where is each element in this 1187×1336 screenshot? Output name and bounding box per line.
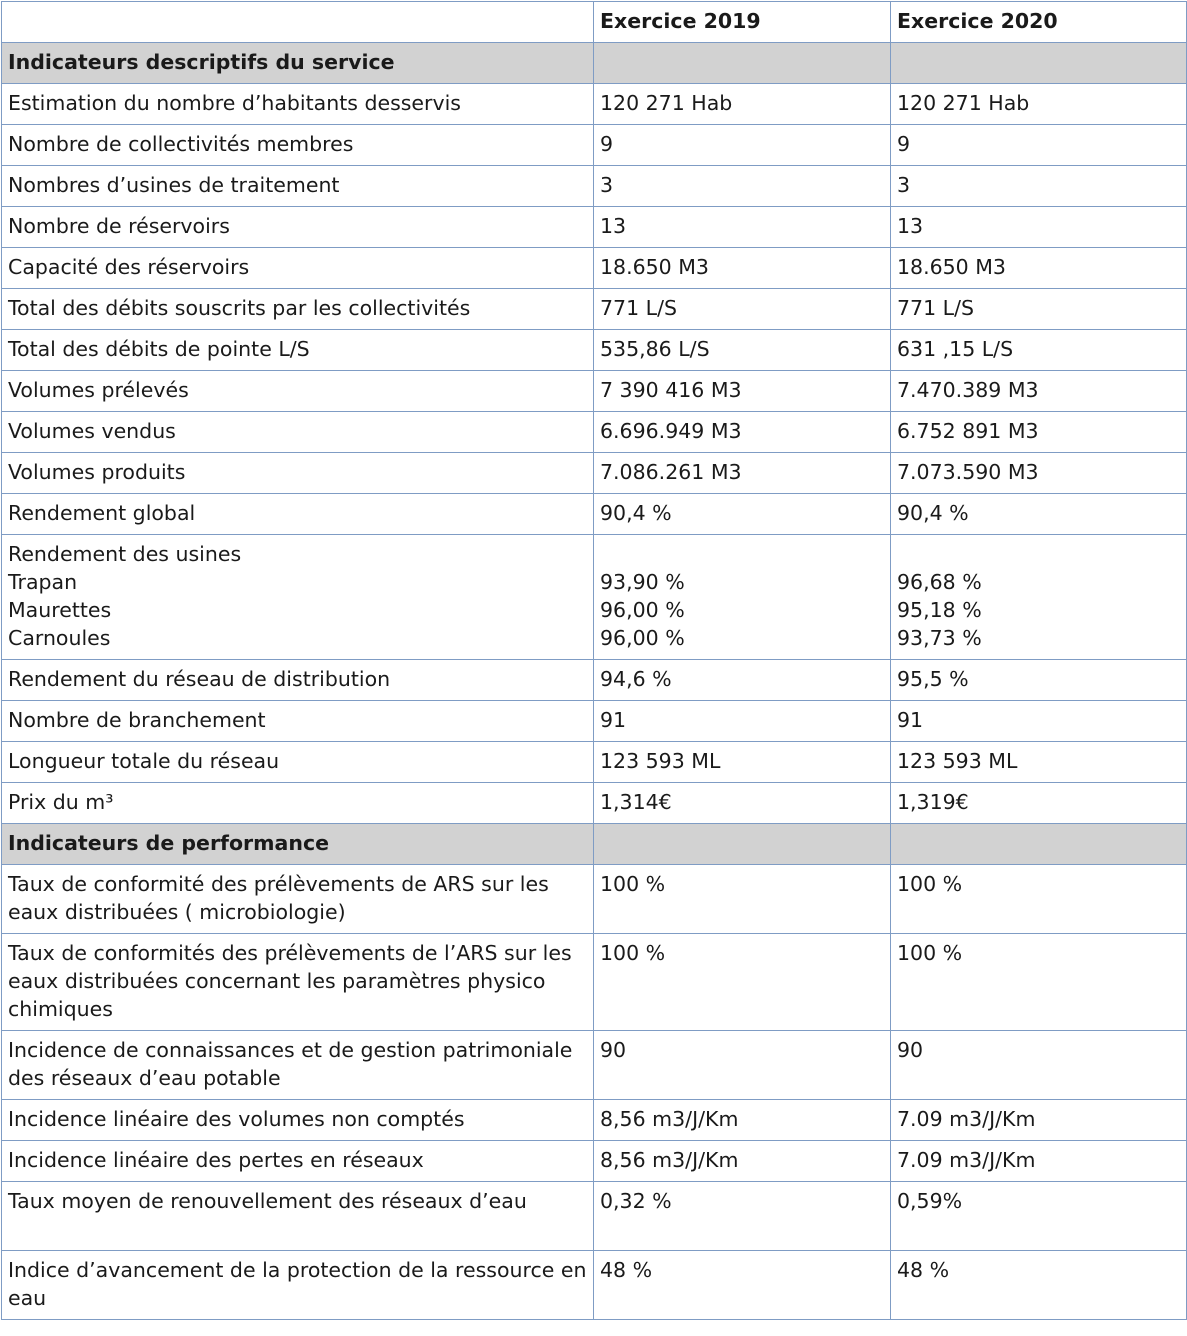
table-row <box>2 207 1187 248</box>
value-2020: 123 593 ML <box>891 742 1187 783</box>
value-2020: 0,59% <box>891 1182 1187 1251</box>
header-label-cell <box>2 2 594 43</box>
section-title: Indicateurs descriptifs du service <box>2 43 594 84</box>
row-label: Volumes produits <box>2 453 594 494</box>
table-row <box>2 660 1187 701</box>
table-row <box>2 1100 1187 1141</box>
table-row <box>2 330 1187 371</box>
value-2019: 100 % <box>594 865 891 934</box>
value-2020: 7.073.590 M3 <box>891 453 1187 494</box>
value-2019: 3 <box>594 166 891 207</box>
section-empty-cell <box>891 824 1187 865</box>
table-row <box>2 535 1187 660</box>
value-2020: 48 % <box>891 1251 1187 1320</box>
value-2019: 6.696.949 M3 <box>594 412 891 453</box>
table-row <box>2 494 1187 535</box>
section-empty-cell <box>594 43 891 84</box>
row-label: Taux moyen de renouvellement des réseaux d’eau <box>2 1182 594 1251</box>
row-label: Incidence linéaire des volumes non comptés <box>2 1100 594 1141</box>
value-2020: 90 <box>891 1031 1187 1100</box>
section-title: Indicateurs de performance <box>2 824 594 865</box>
value-2019: 8,56 m3/J/Km <box>594 1141 891 1182</box>
value-2019: 13 <box>594 207 891 248</box>
value-2019: 93,90 % 96,00 % 96,00 % <box>594 535 891 660</box>
value-2020: 120 271 Hab <box>891 84 1187 125</box>
value-2020: 7.470.389 M3 <box>891 371 1187 412</box>
value-2019: 18.650 M3 <box>594 248 891 289</box>
section-empty-cell <box>594 824 891 865</box>
table-row <box>2 166 1187 207</box>
indicators-table <box>1 1 1187 1320</box>
table-row <box>2 1182 1187 1251</box>
value-2020: 7.09 m3/J/Km <box>891 1141 1187 1182</box>
row-label: Longueur totale du réseau <box>2 742 594 783</box>
table-row <box>2 865 1187 934</box>
value-2020: 3 <box>891 166 1187 207</box>
value-2020: 771 L/S <box>891 289 1187 330</box>
row-label: Rendement du réseau de distribution <box>2 660 594 701</box>
value-2020: 13 <box>891 207 1187 248</box>
value-2019: 100 % <box>594 934 891 1031</box>
table-header-row <box>2 2 1187 43</box>
table-row <box>2 1251 1187 1320</box>
value-2019: 7 390 416 M3 <box>594 371 891 412</box>
value-2020: 95,5 % <box>891 660 1187 701</box>
table-row <box>2 289 1187 330</box>
table-row <box>2 742 1187 783</box>
row-label: Total des débits souscrits par les collectivités <box>2 289 594 330</box>
value-2020: 7.09 m3/J/Km <box>891 1100 1187 1141</box>
row-label: Indice d’avancement de la protection de la ressource en eau <box>2 1251 594 1320</box>
row-label: Volumes vendus <box>2 412 594 453</box>
value-2020: 6.752 891 M3 <box>891 412 1187 453</box>
row-label: Nombre de collectivités membres <box>2 125 594 166</box>
section-empty-cell <box>891 43 1187 84</box>
table-row <box>2 453 1187 494</box>
value-2020: 91 <box>891 701 1187 742</box>
row-label: Total des débits de pointe L/S <box>2 330 594 371</box>
row-label: Nombres d’usines de traitement <box>2 166 594 207</box>
row-label: Prix du m³ <box>2 783 594 824</box>
table-row <box>2 248 1187 289</box>
value-2019: 94,6 % <box>594 660 891 701</box>
table-row <box>2 701 1187 742</box>
value-2020: 1,319€ <box>891 783 1187 824</box>
value-2020: 90,4 % <box>891 494 1187 535</box>
row-label: Taux de conformités des prélèvements de l’ARS sur les eaux distribuées concernant les paramètres physico chimiques <box>2 934 594 1031</box>
table-row <box>2 934 1187 1031</box>
value-2019: 120 271 Hab <box>594 84 891 125</box>
value-2020: 96,68 % 95,18 % 93,73 % <box>891 535 1187 660</box>
row-label: Estimation du nombre d’habitants desservis <box>2 84 594 125</box>
header-year-2020: Exercice 2020 <box>891 2 1187 43</box>
value-2020: 18.650 M3 <box>891 248 1187 289</box>
value-2019: 0,32 % <box>594 1182 891 1251</box>
section-header-descriptive <box>2 43 1187 84</box>
table-row <box>2 84 1187 125</box>
value-2019: 8,56 m3/J/Km <box>594 1100 891 1141</box>
table-row <box>2 1141 1187 1182</box>
value-2019: 1,314€ <box>594 783 891 824</box>
row-label: Volumes prélevés <box>2 371 594 412</box>
value-2019: 771 L/S <box>594 289 891 330</box>
value-2019: 7.086.261 M3 <box>594 453 891 494</box>
header-year-2019: Exercice 2019 <box>594 2 891 43</box>
value-2020: 9 <box>891 125 1187 166</box>
value-2019: 123 593 ML <box>594 742 891 783</box>
row-label: Nombre de branchement <box>2 701 594 742</box>
table-row <box>2 412 1187 453</box>
row-label: Incidence de connaissances et de gestion patrimoniale des réseaux d’eau potable <box>2 1031 594 1100</box>
value-2020: 631 ,15 L/S <box>891 330 1187 371</box>
row-label: Rendement des usines Trapan Maurettes Carnoules <box>2 535 594 660</box>
row-label: Capacité des réservoirs <box>2 248 594 289</box>
section-header-performance <box>2 824 1187 865</box>
value-2020: 100 % <box>891 865 1187 934</box>
row-label: Incidence linéaire des pertes en réseaux <box>2 1141 594 1182</box>
table-row <box>2 371 1187 412</box>
value-2019: 48 % <box>594 1251 891 1320</box>
value-2020: 100 % <box>891 934 1187 1031</box>
table-row <box>2 125 1187 166</box>
row-label: Nombre de réservoirs <box>2 207 594 248</box>
value-2019: 90 <box>594 1031 891 1100</box>
table-row <box>2 783 1187 824</box>
value-2019: 9 <box>594 125 891 166</box>
value-2019: 91 <box>594 701 891 742</box>
row-label: Taux de conformité des prélèvements de ARS sur les eaux distribuées ( microbiologie) <box>2 865 594 934</box>
value-2019: 535,86 L/S <box>594 330 891 371</box>
table-row <box>2 1031 1187 1100</box>
value-2019: 90,4 % <box>594 494 891 535</box>
row-label: Rendement global <box>2 494 594 535</box>
